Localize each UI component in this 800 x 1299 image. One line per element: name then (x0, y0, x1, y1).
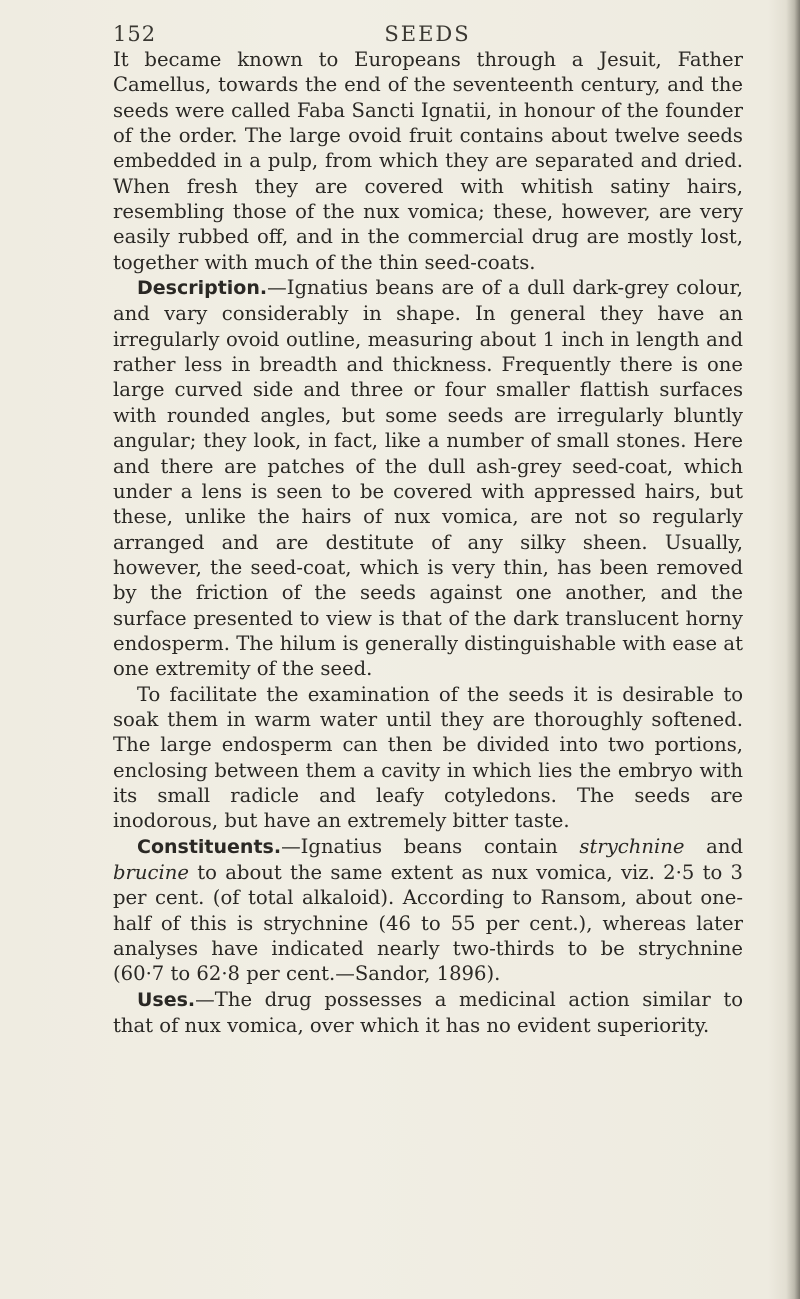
uses-paragraph (113, 987, 743, 1039)
running-title: SEEDS (384, 22, 471, 46)
page-edge-shadow (786, 0, 800, 1299)
constituents-text-1: Ignatius beans contain (300, 834, 580, 858)
intro-paragraph: It became known to Europeans through a Jesuit, Father Camellus, towards the end of the seventeenth century, and the seeds were called Faba Sancti Ignatii, in honour of the founder of the order. The large ovoid fruit contains about twelve seeds embedded in a pulp, from which they are separated and dried. When fresh they are covered with whitish satiny hairs, resembling those of the nux vomica; these, however, are very easily rubbed off, and in the commercial drug are mostly lost, together with much of the thin seed-coats. (113, 48, 743, 274)
body-text (113, 47, 743, 1038)
page-number: 152 (113, 22, 157, 46)
constituents-paragraph (113, 834, 743, 987)
uses-text: The drug possesses a medicinal action similar to that of nux vomica, over which it has no evident superiority. (113, 987, 743, 1038)
description-heading: Description. (137, 277, 268, 300)
soaking-paragraph: To facilitate the examination of the seeds it is desirable to soak them in warm water until they are thoroughly softened. The large endosperm can then be divided into two portions, enclosing between them a cavity in which lies the embryo with its small radicle and leafy cotyledons. The seeds are inodorous, but have an extremely bitter taste. (113, 682, 743, 833)
uses-dash: — (195, 987, 215, 1011)
constituents-heading: Constituents. (137, 835, 282, 858)
constituents-dash: — (281, 834, 301, 858)
description-text: Ignatius beans are of a dull dark-grey colour, and vary considerably in shape. In general they have an irregularly ovoid outline, measuring about 1 inch in length and rather less in breadth and thickness. Frequently there is one large curved side and three or four smaller flattish surfaces with rounded angles, but some seeds are irregularly bluntly angular; they look, in fact, like a number of small stones. Here and there are patches of the dull ash-grey seed-coat, which under a lens is seen to be covered with appressed hairs, but these, unlike the hairs of nux vomica, are not so regularly arranged and are destitute of any silky sheen. Usually, however, the seed-coat, which is very thin, has been removed by the friction of the seeds against one another, and the surface presented to view is that of the dark translucent horny endosperm. The hilum is generally distinguishable with ease at one extremity of the seed. (113, 276, 743, 681)
uses-heading: Uses. (137, 988, 196, 1011)
description-paragraph (113, 275, 743, 682)
strychnine-term: strychnine (579, 834, 685, 858)
brucine-term: brucine (113, 861, 189, 884)
description-dash: — (267, 276, 287, 300)
constituents-text-2: and (684, 834, 743, 858)
constituents-text-3: to about the same extent as nux vomica, viz. 2·5 to 3 per cent. (of total alkaloid). According to Ransom, about one-half of this is strychnine (46 to 55 per cent.), whereas later analyses have indicated nearly two-thirds to be strychnine (60·7 to 62·8 per cent.—Sandor, 1896). (113, 861, 743, 986)
